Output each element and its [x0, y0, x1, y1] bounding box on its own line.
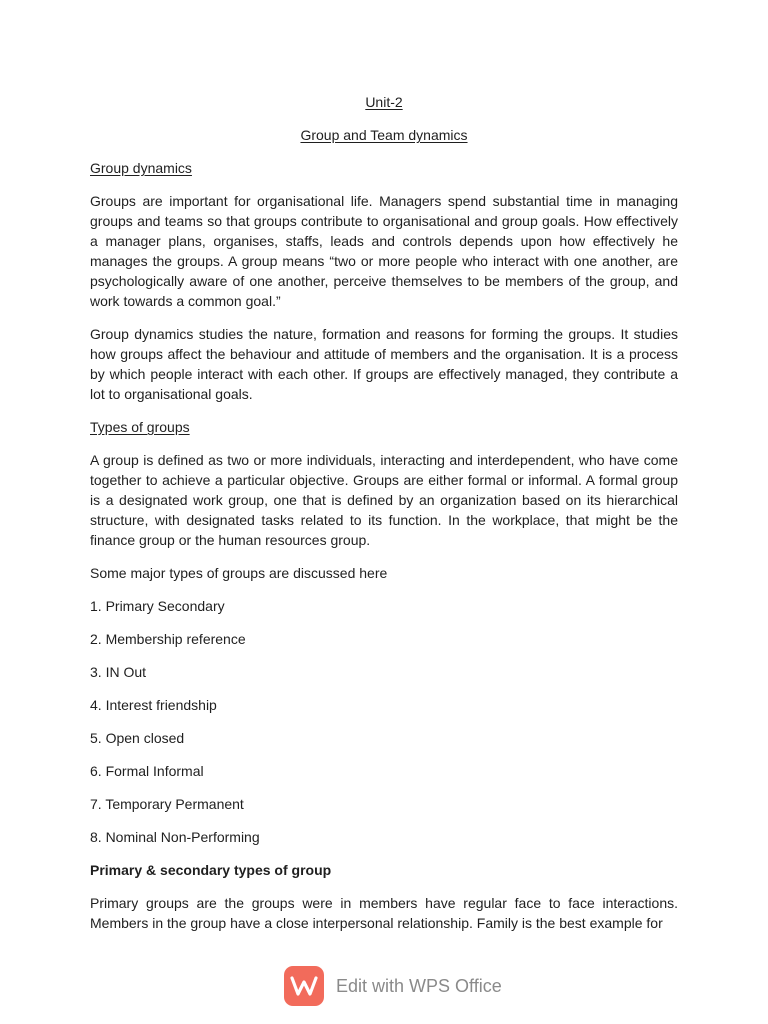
list-item: 4. Interest friendship	[90, 697, 217, 713]
list-item: 1. Primary Secondary	[90, 598, 225, 614]
primary-secondary-heading: Primary & secondary types of group	[90, 862, 332, 878]
list-item: 7. Temporary Permanent	[90, 796, 244, 812]
document-content	[90, 92, 678, 946]
group-dynamics-paragraph-1: Groups are important for organisational life. Managers spend substantial time in managing groups and teams so that groups contribute to organisational and group goals. How effectively a manager plans, organises, staffs, leads and controls depends upon how effectively he manages the groups. A group means “two or more people who interact with one another, are psychologically aware of one another, perceive themselves to be members of the group, and work towards a common goal.”	[90, 193, 678, 309]
list-item: 8. Nominal Non-Performing	[90, 829, 260, 845]
main-title: Group and Team dynamics	[300, 127, 468, 143]
group-dynamics-heading: Group dynamics	[90, 160, 192, 176]
types-list	[90, 596, 678, 847]
wps-logo-icon	[284, 966, 324, 1006]
wps-label: Edit with WPS Office	[336, 975, 502, 996]
list-item: 3. IN Out	[90, 664, 147, 680]
unit-title: Unit-2	[365, 94, 403, 110]
list-item: 2. Membership reference	[90, 631, 246, 647]
types-of-groups-heading: Types of groups	[90, 419, 190, 435]
primary-groups-paragraph: Primary groups are the groups were in members have regular face to face interactions. Members in the group have a close interpersonal relationship. Family is the best example for	[90, 895, 678, 931]
list-item: 5. Open closed	[90, 730, 185, 746]
edit-with-wps-button[interactable]	[284, 964, 502, 1008]
types-of-groups-paragraph-1: A group is defined as two or more individuals, interacting and interdependent, who have come together to achieve a particular objective. Groups are either formal or informal. A formal group is a designated work group, one that is defined by an organization based on its hierarchical structure, with designated tasks related to its function. In the workplace, that might be the finance group or the human resources group.	[90, 452, 678, 548]
list-item: 6. Formal Informal	[90, 763, 204, 779]
group-dynamics-paragraph-2: Group dynamics studies the nature, formation and reasons for forming the groups. It studies how groups affect the behaviour and attitude of members and the organisation. It is a process by which people interact with each other. If groups are effectively managed, they contribute a lot to organisational goals.	[90, 326, 678, 402]
types-intro: Some major types of groups are discussed here	[90, 565, 388, 581]
